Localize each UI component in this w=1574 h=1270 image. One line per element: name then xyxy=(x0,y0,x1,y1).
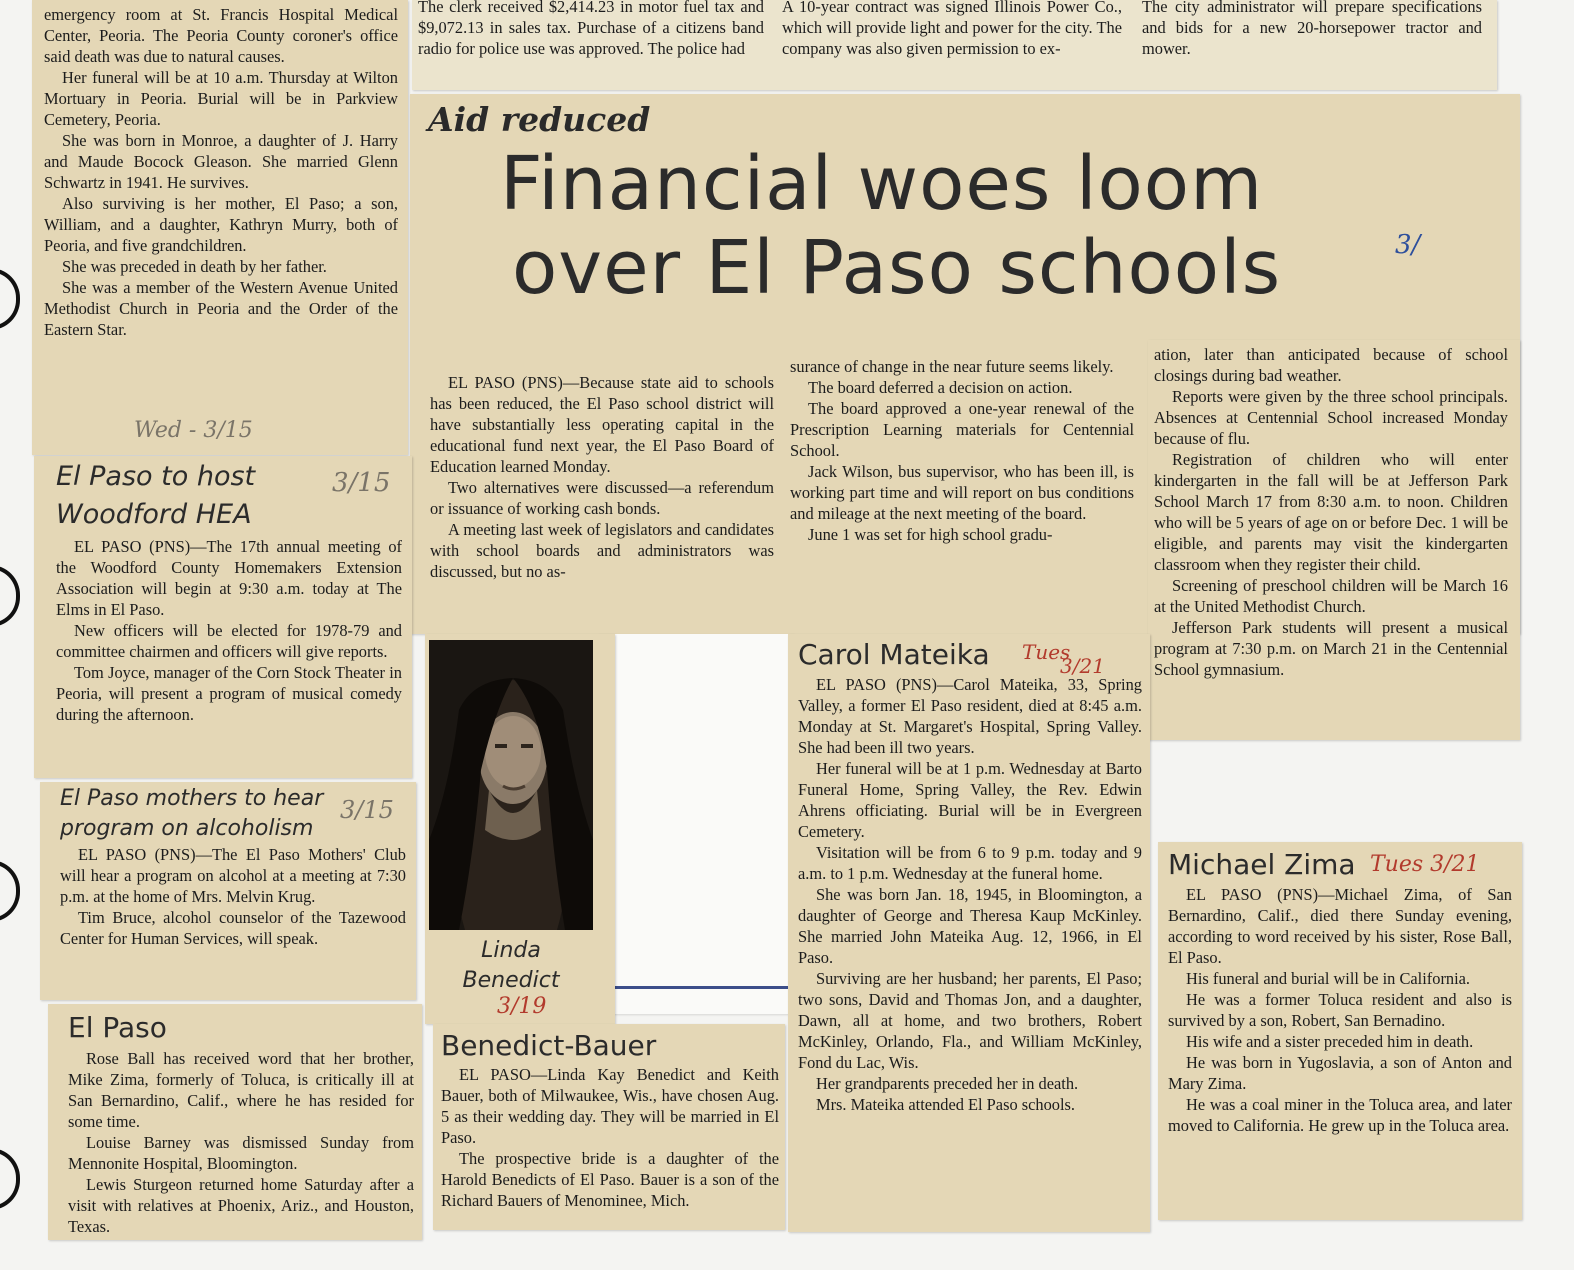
obituary-continuation-text: emergency room at St. Francis Hospital Medical Center, Peoria. The Peoria County coroner's office said death was due to natural causes. Her funeral will be at 10 a.m. Thursday at Wilton Mortuary in Peoria. Burial will be in Parkview Cemetery, Peoria. She was born in Monroe, a daughter of J. Harry and Maude Bocock Gleason. She married Glenn Schwartz in 1941. He survives. Also surviving is her mother, El Paso; a son, William, and a daughter, Kathryn Murry, both of Peoria, and five grandchildren. She was preceded in death by her father. She was a member of the Western Avenue United Methodist Church in Peoria and the Order of the Eastern Star. xyxy=(44,5,398,339)
elpaso-text: Rose Ball has received word that her brother, Mike Zima, formerly of Toluca, is critically ill at San Bernardino, Calif., where he has resided for some time. Louise Barney was dismissed Sunday from Mennonite Hospital, Bloomington. Lewis Sturgeon returned home Saturday after a visit with relatives at Phoenix, Ariz., and Houston, Texas. xyxy=(68,1049,414,1236)
photo-backing-paper xyxy=(598,634,794,1014)
article-column-2: surance of change in the near future seems likely. The board deferred a decision on action. The board approved a one-year renewal of the Prescription Learning materials for Centennial School. Jack Wilson, bus supervisor, who has been ill, is working part time and will report on bus conditions and mileage at the next meeting of the board. June 1 was set for high school gradu- xyxy=(790,357,1134,544)
wedding-clipping xyxy=(433,1024,785,1230)
handwritten-date: 3/15 xyxy=(332,468,391,498)
article-headline xyxy=(500,142,1281,310)
mateika-headline: Carol Mateika xyxy=(798,638,990,671)
photo-clipping xyxy=(425,634,615,1024)
handwritten-date: 3/15 xyxy=(340,796,394,824)
mothers-clipping xyxy=(40,782,416,1000)
hea-headline: El Paso to host Woodford HEA xyxy=(56,461,256,530)
article-kicker: Aid reduced xyxy=(428,100,651,139)
wedding-text: EL PASO—Linda Kay Benedict and Keith Bauer, both of Milwaukee, Wis., have chosen Aug. 5 as their wedding day. They will be married in El Paso. The prospective bride is a daughter of the Harold Benedicts of El Paso. Bauer is a son of the Richard Bauers of Menominee, Mich. xyxy=(441,1065,779,1210)
obituary-continuation-clipping xyxy=(32,0,408,455)
handwritten-date: Tues 3/21 xyxy=(1370,852,1480,877)
handwritten-date: 3/19 xyxy=(497,994,547,1019)
council-column-3: The city administrator will prepare specifications and bids for a new 20-horsepower tractor and mower. xyxy=(1142,0,1482,58)
article-column-3: ation, later than anticipated because of school closings during bad weather. Reports were given by the three school principals. Absences at Centennial School increased Monday because of flu. Registration of children who will enter kindergarten in the fall will be at Jefferson Park School March 17 from 8:30 a.m. to noon. Children who will be 5 years of age on or before Dec. 1 will be eligible, and parents may visit the kindergarten classroom when they register their child. Screening of preschool children will be March 16 at the United Methodist Church. Jefferson Park students will present a musical program at 7:30 p.m. on March 21 in the Centennial School gymnasium. xyxy=(1154,345,1508,679)
portrait-image xyxy=(429,640,593,930)
handwritten-day: Tues xyxy=(1022,640,1071,664)
council-article-strip xyxy=(412,0,1497,90)
elpaso-news-clipping xyxy=(48,1004,422,1240)
zima-headline: Michael Zima xyxy=(1168,848,1356,881)
mothers-text: EL PASO (PNS)—The El Paso Mothers' Club will hear a program on alcohol at a meeting at 7:30 p.m. at the home of Mrs. Melvin Krug. Tim Bruce, alcohol counselor of the Tazewood Center for Human Services, will speak. xyxy=(60,845,406,948)
handwritten-date: 3/ xyxy=(1395,230,1421,260)
mothers-headline: El Paso mothers to hear program on alcoholism xyxy=(60,786,324,841)
mateika-text: EL PASO (PNS)—Carol Mateika, 33, Spring Valley, a former El Paso resident, died at 8:45 a.m. Monday at St. Margaret's Hospital, Spring Valley. She had been ill two years. Her funeral will be at 1 p.m. Wednesday at Barto Funeral Home, Spring Valley, the Rev. Edwin Ahrens officiating. Burial will be in Evergreen Cemetery. Visitation will be from 6 to 9 p.m. today and 9 a.m. to 1 p.m. Wednesday at the funeral home. She was born Jan. 18, 1945, in Bloomington, a daughter of George and Theresa Kaup McKinley. She married John Mateika Aug. 12, 1966, in El Paso. Surviving are her husband; her parents, El Paso; two sons, David and Thomas Jon, and a daughter, Dawn, all at home, and two brothers, Robert McKinley, Orlando, Fla., and William McKinley, Fond du Lac, Wis. Her grandparents preceded her in death. Mrs. Mateika attended El Paso schools. xyxy=(798,675,1142,1114)
binder-ring xyxy=(0,268,20,330)
elpaso-headline: El Paso xyxy=(68,1011,167,1044)
headline-line-1: Financial woes loom xyxy=(500,141,1264,227)
binder-ring xyxy=(0,565,20,627)
binder-ring xyxy=(0,1148,20,1210)
council-column-2: A 10-year contract was signed Illinois Power Co., which will provide light and power for the city. The company was also given permission to ex- xyxy=(782,0,1122,58)
handwritten-date: Wed - 3/15 xyxy=(134,418,253,443)
binder-ring xyxy=(0,860,20,922)
portrait-photo xyxy=(429,640,593,930)
hea-text: EL PASO (PNS)—The 17th annual meeting of the Woodford County Homemakers Extension Association will begin at 9:30 a.m. today at The Elms in El Paso. New officers will be elected for 1978-79 and committee chairmen and officers will give reports. Tom Joyce, manager of the Corn Stock Theater in Peoria, will present a program of musical comedy during the afternoon. xyxy=(56,537,402,724)
zima-text: EL PASO (PNS)—Michael Zima, of San Bernardino, Calif., died there Sunday evening, according to word received by his sister, Rose Ball, El Paso. His funeral and burial will be in California. He was a former Toluca resident and also is survived by a son, Robert, San Bernadino. His wife and a sister preceded him in death. He was born in Yugoslavia, a son of Anton and Mary Zima. He was a coal miner in the Toluca area, and later moved to California. He grew up in the Toluca area. xyxy=(1168,885,1512,1135)
mateika-obituary-clipping xyxy=(788,634,1150,1232)
headline-line-2: over El Paso schools xyxy=(512,225,1282,311)
zima-obituary-clipping xyxy=(1158,842,1522,1220)
ruled-line xyxy=(612,986,792,989)
article-column-1: EL PASO (PNS)—Because state aid to schools has been reduced, the El Paso school district will have substantially less operating capital in the educational fund next year, the El Paso Board of Education learned Monday. Two alternatives were discussed—a referendum or issuance of working cash bonds. A meeting last week of legislators and candidates with school boards and administrators was discussed, but no as- xyxy=(430,373,774,581)
main-article-column-3-clipping xyxy=(1148,340,1520,740)
hea-clipping xyxy=(34,456,412,778)
photo-caption: Linda Benedict xyxy=(462,938,560,993)
council-column-1: The clerk received $2,414.23 in motor fuel tax and $9,072.13 in sales tax. Purchase of a citizens band radio for police use was approved. The police had xyxy=(418,0,764,58)
binder-rings xyxy=(0,0,20,1270)
handwritten-date: 3/21 xyxy=(1060,654,1105,678)
wedding-headline: Benedict-Bauer xyxy=(441,1029,657,1062)
